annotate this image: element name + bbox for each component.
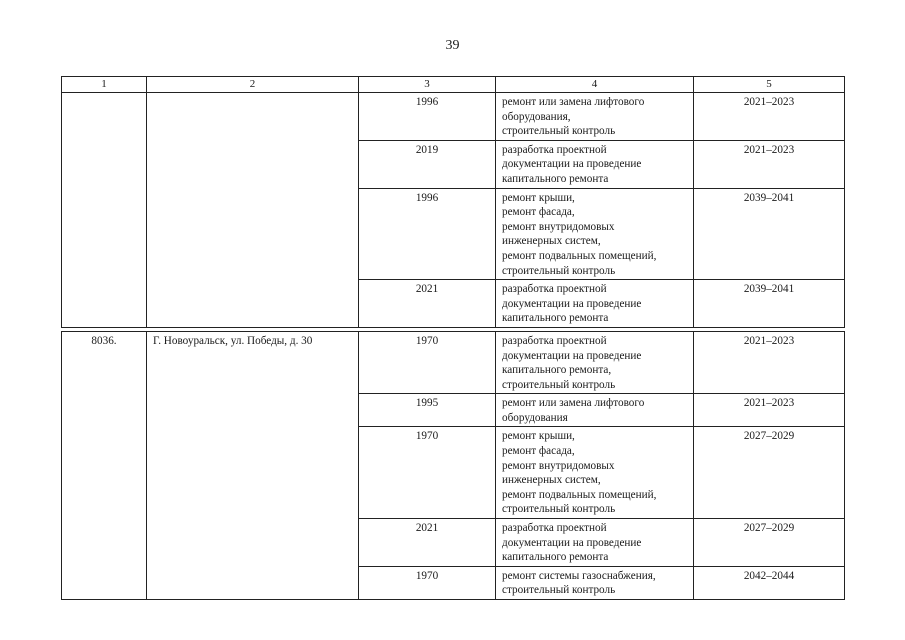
work-type-cell (496, 394, 694, 427)
work-type-line: капитального ремонта (502, 172, 609, 185)
table-row (62, 93, 845, 141)
work-type-line: капитального ремонта, (502, 364, 612, 377)
item-number (62, 93, 147, 328)
work-type-line: ремонт или замена лифтового (502, 397, 645, 410)
work-type-cell (496, 519, 694, 567)
work-type-line: разработка проектной (502, 334, 607, 347)
work-type-line: документации на проведение (502, 297, 642, 310)
work-type-line: капитального ремонта (502, 312, 609, 325)
work-type-line: строительный контроль (502, 125, 616, 138)
work-type-line: разработка проектной (502, 283, 607, 296)
table-header-row (62, 77, 845, 93)
period-cell: 2021–2023 (694, 93, 845, 141)
work-type-line: ремонт крыши, (502, 191, 575, 204)
year-cell: 1996 (359, 188, 496, 280)
header-cell: 5 (694, 77, 845, 93)
work-type-line: ремонт внутридомовых (502, 459, 615, 472)
work-type-line: документации на проведение (502, 158, 642, 171)
work-type-line: ремонт фасада, (502, 445, 575, 458)
work-type-line: ремонт фасада, (502, 206, 575, 219)
year-cell: 1970 (359, 427, 496, 519)
work-type-line: капитального ремонта (502, 551, 609, 564)
work-type-line: инженерных систем, (502, 235, 601, 248)
work-type-line: ремонт крыши, (502, 430, 575, 443)
work-type-cell (496, 93, 694, 141)
header-cell: 2 (147, 77, 359, 93)
year-cell: 2021 (359, 519, 496, 567)
period-cell: 2021–2023 (694, 394, 845, 427)
year-cell: 1970 (359, 331, 496, 393)
work-type-line: оборудования (502, 411, 568, 424)
table-body (62, 77, 845, 600)
work-type-line: ремонт или замена лифтового (502, 96, 645, 108)
work-type-line: документации на проведение (502, 536, 642, 549)
page-number: 39 (445, 38, 460, 53)
work-type-cell (496, 427, 694, 519)
period-cell: 2027–2029 (694, 519, 845, 567)
header-cell: 4 (496, 77, 694, 93)
work-type-cell (496, 140, 694, 188)
work-type-cell (496, 331, 694, 393)
year-cell: 2021 (359, 280, 496, 328)
work-type-cell (496, 188, 694, 280)
period-cell: 2027–2029 (694, 427, 845, 519)
period-cell: 2021–2023 (694, 331, 845, 393)
work-type-line: строительный контроль (502, 378, 616, 391)
year-cell: 2019 (359, 140, 496, 188)
year-cell: 1970 (359, 566, 496, 599)
capital-repair-table (61, 76, 845, 600)
header-cell: 1 (62, 77, 147, 93)
work-type-line: строительный контроль (502, 503, 616, 516)
work-type-line: ремонт подвальных помещений, (502, 488, 657, 501)
address (147, 93, 359, 328)
work-type-line: ремонт внутридомовых (502, 220, 615, 233)
work-type-line: строительный контроль (502, 264, 616, 277)
work-type-line: разработка проектной (502, 143, 607, 156)
work-type-line: ремонт системы газоснабжения, (502, 569, 656, 582)
table-row (62, 331, 845, 393)
period-cell: 2039–2041 (694, 280, 845, 328)
year-cell: 1995 (359, 394, 496, 427)
work-type-line: оборудования, (502, 110, 571, 123)
item-number: 8036. (62, 331, 147, 599)
work-type-cell (496, 280, 694, 328)
header-cell: 3 (359, 77, 496, 93)
year-cell: 1996 (359, 93, 496, 141)
work-type-cell (496, 566, 694, 599)
address: Г. Новоуральск, ул. Победы, д. 30 (147, 331, 359, 599)
work-type-line: ремонт подвальных помещений, (502, 249, 657, 262)
period-cell: 2042–2044 (694, 566, 845, 599)
work-type-line: разработка проектной (502, 522, 607, 535)
work-type-line: инженерных систем, (502, 474, 601, 487)
work-type-line: строительный контроль (502, 584, 616, 597)
period-cell: 2039–2041 (694, 188, 845, 280)
period-cell: 2021–2023 (694, 140, 845, 188)
work-type-line: документации на проведение (502, 349, 642, 362)
